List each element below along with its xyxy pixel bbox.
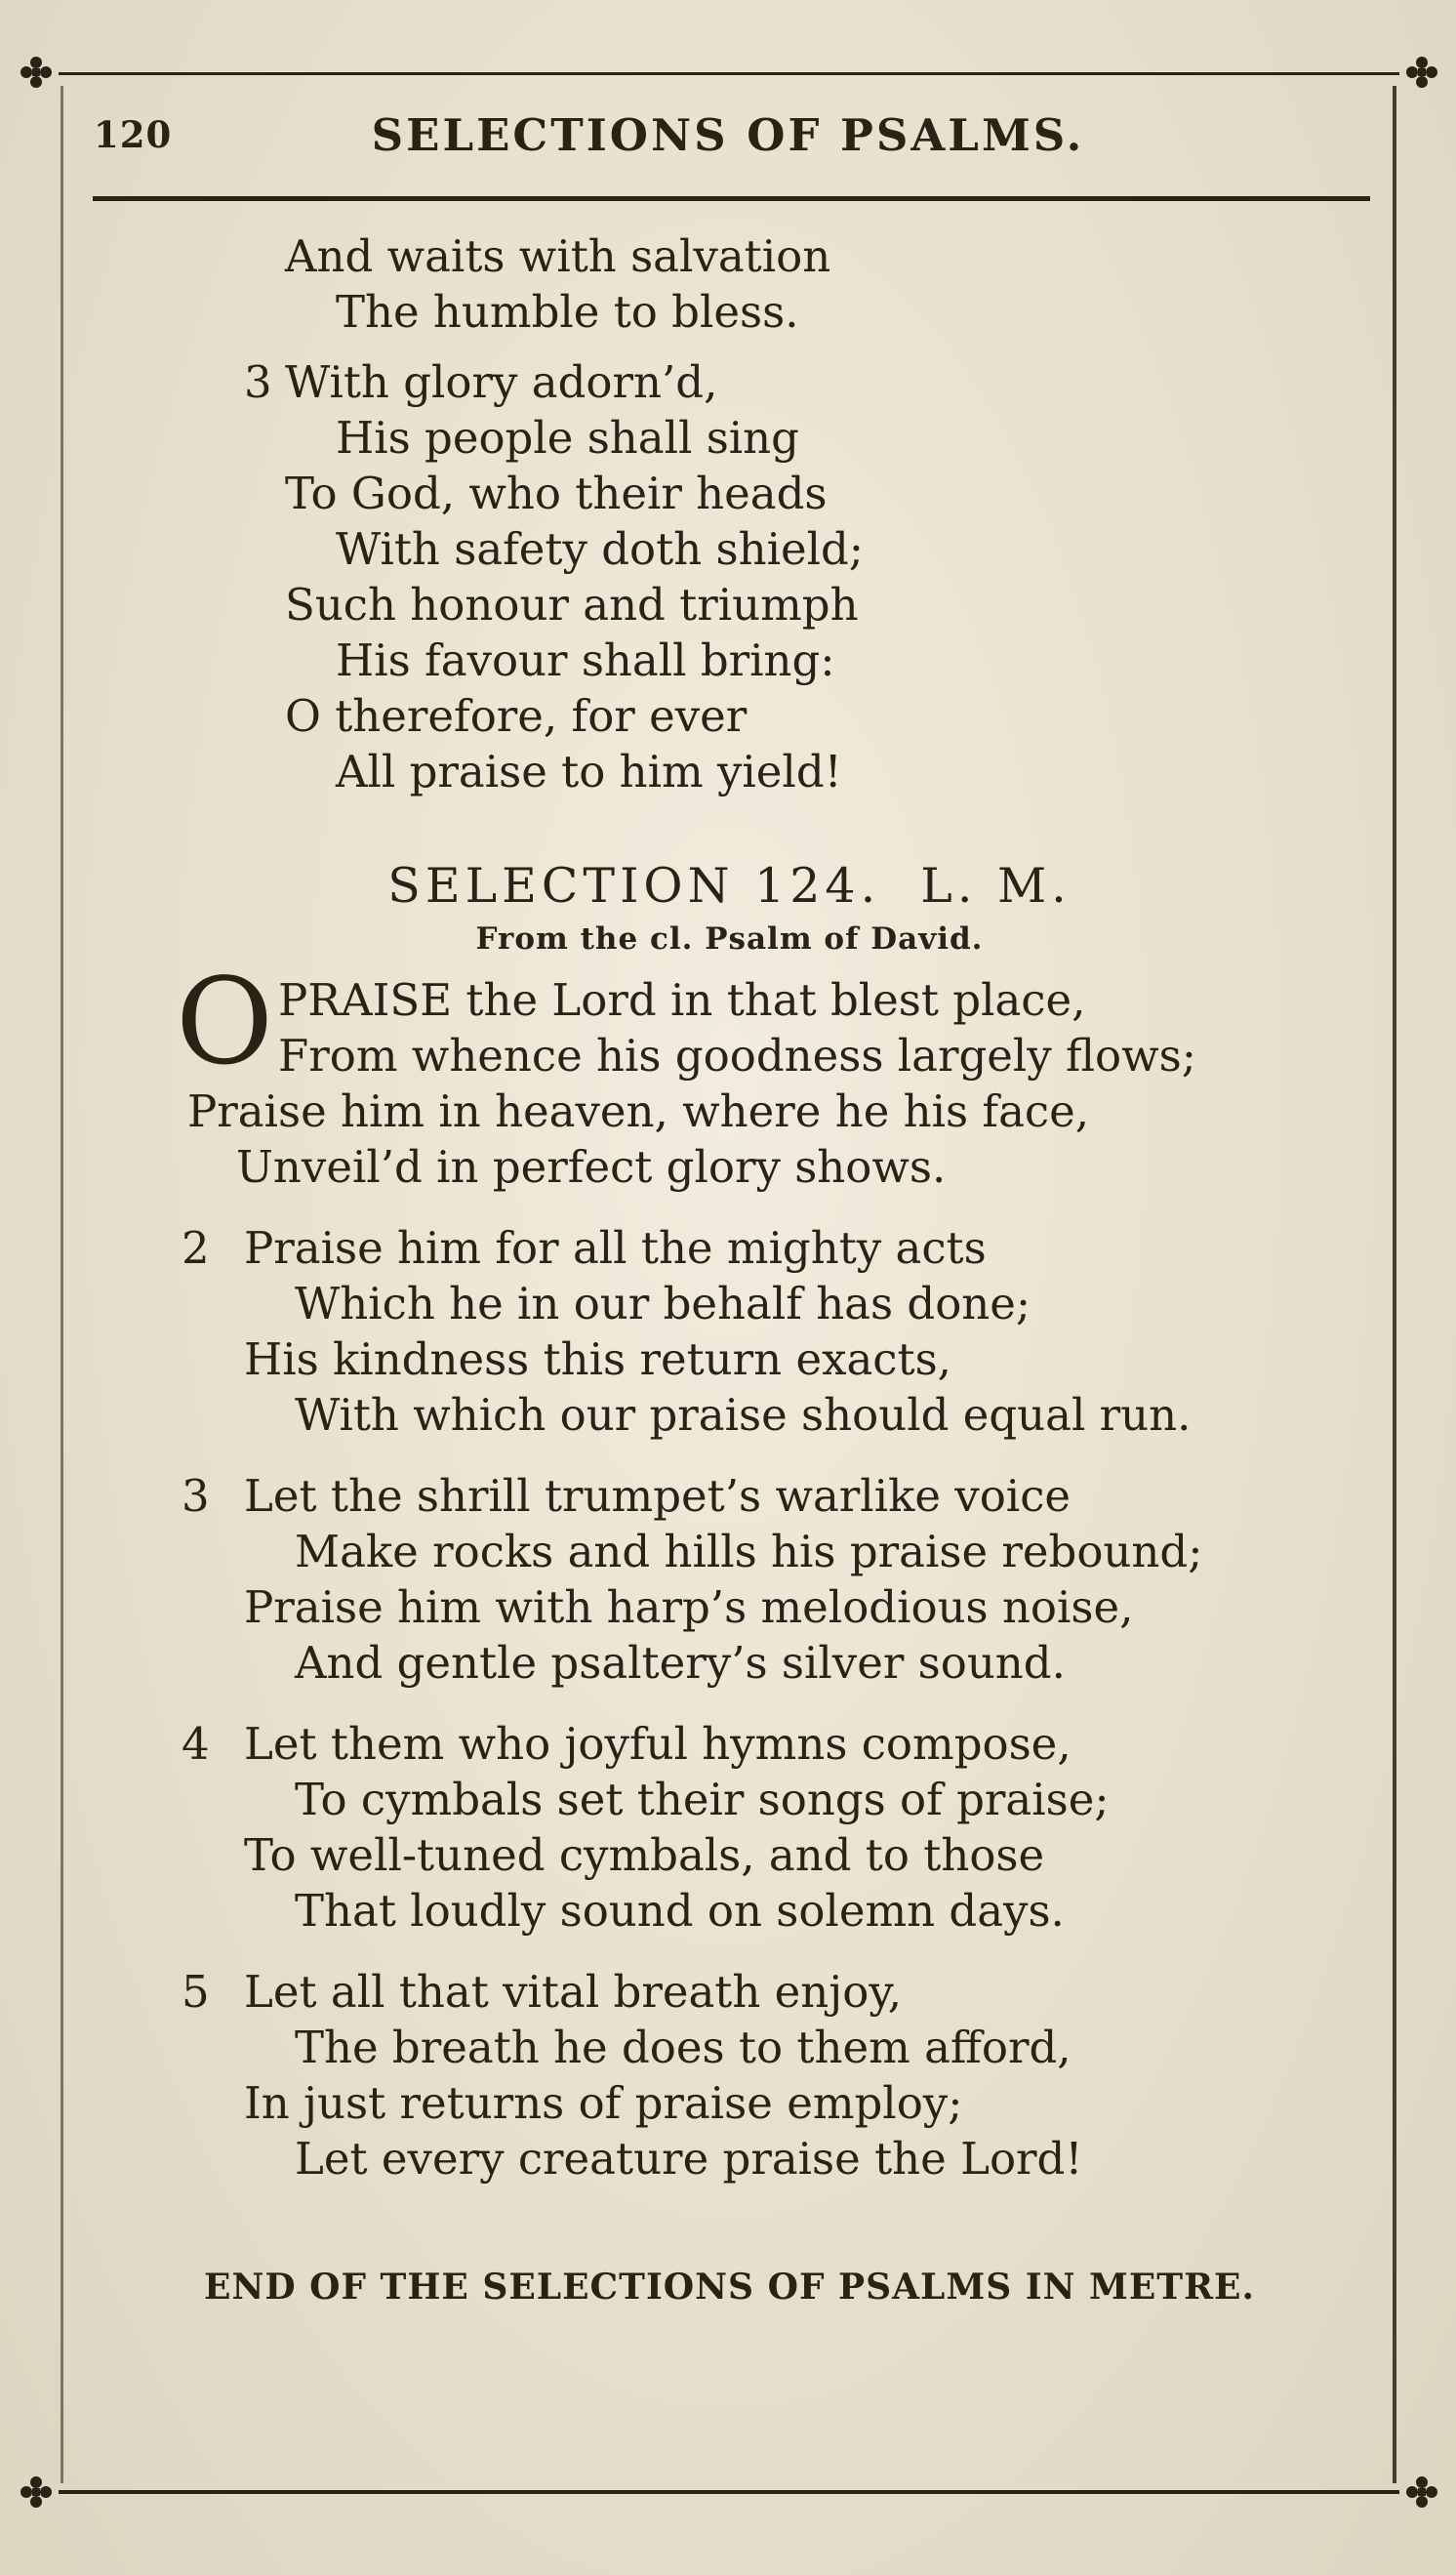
- end-note: END OF THE SELECTIONS OF PSALMS IN METRE.: [204, 2267, 1255, 2308]
- header-rule: [93, 196, 1370, 201]
- verse-line: To God, who their heads: [285, 468, 828, 519]
- verse-line: All praise to him yield!: [336, 746, 842, 797]
- verse-line: To cymbals set their songs of praise;: [295, 1774, 1110, 1825]
- verse-line: 2 Praise him for all the mighty acts: [182, 1222, 987, 1274]
- stanza: [127, 1716, 1332, 1939]
- stanza: [127, 354, 1332, 799]
- stanza: [127, 1468, 1332, 1691]
- stanza-number: 3: [182, 1470, 210, 1522]
- border-rule-top: [59, 72, 1399, 75]
- verse-line: The breath he does to them afford,: [295, 2022, 1072, 2073]
- verse-line: From whence his goodness largely flows;: [278, 1030, 1196, 1082]
- verse-line: 3 With glory adorn’d,: [244, 356, 718, 408]
- verse-line: That loudly sound on solemn days.: [295, 1885, 1065, 1937]
- corner-ornament-icon: [20, 2475, 53, 2509]
- stanza-number: 3: [244, 356, 272, 408]
- stanza: [127, 1220, 1332, 1443]
- stanza: [127, 1964, 1332, 2187]
- verse-line: His people shall sing: [336, 412, 799, 464]
- verse-line: With safety doth shield;: [336, 523, 864, 575]
- corner-ornament-icon: [1405, 56, 1438, 89]
- border-rule-left: [61, 86, 63, 2483]
- stanza: [127, 953, 1332, 1195]
- verse-line: To well-tuned cymbals, and to those: [244, 1829, 1045, 1881]
- border-rule-right: [1393, 86, 1396, 2483]
- verse-line: With which our praise should equal run.: [295, 1389, 1192, 1441]
- verse-line: O therefore, for ever: [285, 690, 748, 742]
- verse-line: Praise him in heaven, where he his face,: [187, 1085, 1090, 1137]
- stanza-number: 2: [182, 1222, 210, 1274]
- verse-line: 5 Let all that vital breath enjoy,: [182, 1966, 903, 2018]
- selection-body: [127, 953, 1332, 2187]
- running-head-title: SELECTIONS OF PSALMS.: [371, 109, 1085, 161]
- verse-line: Unveil’d in perfect glory shows.: [236, 1141, 947, 1193]
- verse-line: PRAISE the Lord in that blest place,: [278, 974, 1086, 1026]
- verse-line: 4 Let them who joyful hymns compose,: [182, 1718, 1072, 1770]
- corner-ornament-icon: [1405, 2475, 1438, 2509]
- verse-line: Praise him with harp’s melodious noise,: [244, 1581, 1134, 1633]
- border-rule-bottom: [59, 2490, 1399, 2494]
- selection-subheading: From the cl. Psalm of David.: [475, 921, 984, 957]
- selection-heading: SELECTION 124. L. M.: [387, 858, 1072, 914]
- verse-line: And gentle psaltery’s silver sound.: [295, 1637, 1066, 1689]
- verse-line: His favour shall bring:: [336, 634, 835, 686]
- verse-line: Make rocks and hills his praise rebound;: [295, 1526, 1203, 1577]
- stanza: [127, 228, 1332, 340]
- verse-line: His kindness this return exacts,: [244, 1333, 951, 1385]
- page-content: [127, 228, 1332, 2308]
- verse-line: Let every creature praise the Lord!: [295, 2133, 1083, 2185]
- verse-line: And waits with salvation: [285, 230, 831, 282]
- verse-line: Such honour and triumph: [285, 579, 859, 631]
- verse-line: 3 Let the shrill trumpet’s warlike voice: [182, 1470, 1072, 1522]
- previous-selection-continuation: [127, 228, 1332, 799]
- stanza-number: 4: [182, 1718, 210, 1770]
- page-number: 120: [94, 113, 173, 156]
- drop-cap: O: [176, 953, 274, 1091]
- stanza-number: 5: [182, 1966, 210, 2018]
- verse-line: Which he in our behalf has done;: [295, 1278, 1031, 1329]
- verse-line: In just returns of praise employ;: [244, 2077, 963, 2129]
- verse-line: The humble to bless.: [336, 286, 799, 338]
- corner-ornament-icon: [20, 56, 53, 89]
